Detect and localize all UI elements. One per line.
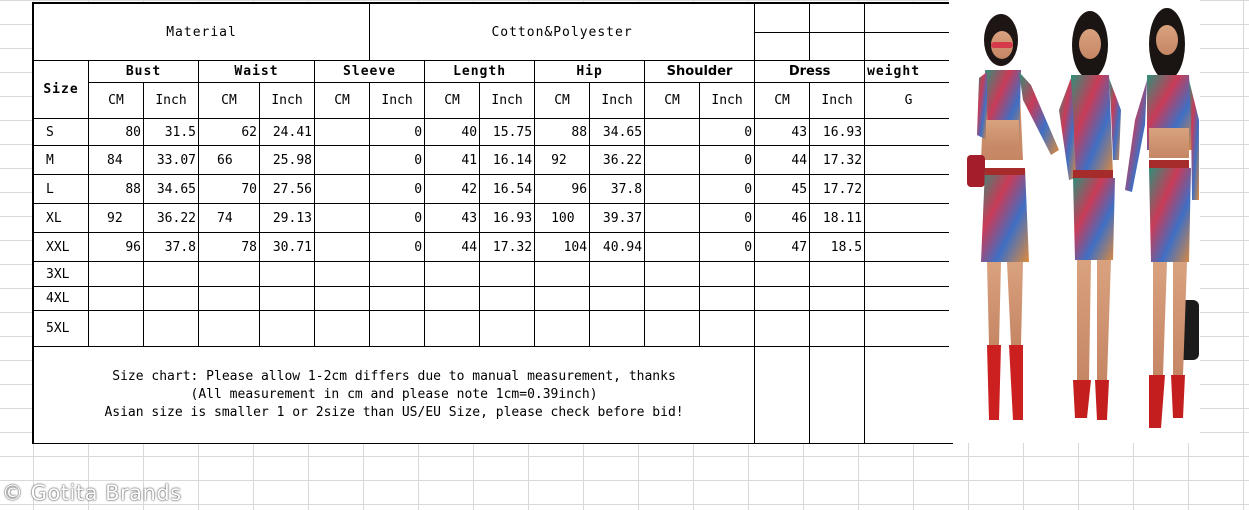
size-label-cell: S	[34, 119, 89, 146]
value-cell: 80	[89, 119, 144, 146]
blank-cell	[865, 33, 953, 61]
value-cell: 36.22	[144, 204, 199, 233]
value-cell: 40.94	[590, 233, 645, 262]
value-cell: 18.11	[810, 204, 865, 233]
blank-cell	[755, 33, 810, 61]
value-cell: 17.72	[810, 175, 865, 204]
value-cell: 92	[535, 146, 590, 175]
value-cell	[315, 287, 370, 311]
col-weight: weight	[865, 61, 953, 83]
value-cell: 24.41	[260, 119, 315, 146]
value-cell	[810, 311, 865, 347]
value-cell	[645, 204, 700, 233]
size-row	[34, 119, 953, 146]
value-cell	[315, 311, 370, 347]
value-cell	[89, 311, 144, 347]
col-shoulder: Shoulder	[645, 61, 755, 83]
value-cell	[865, 119, 953, 146]
col-dress: Dress	[755, 61, 865, 83]
watermark: © Gotita Brands	[2, 481, 182, 505]
model-2	[1059, 11, 1121, 420]
value-cell: 15.75	[480, 119, 535, 146]
size-label-cell: XL	[34, 204, 89, 233]
size-label-cell: XXL	[34, 233, 89, 262]
value-cell	[370, 287, 425, 311]
value-cell: 46	[755, 204, 810, 233]
value-cell: 66	[199, 146, 260, 175]
value-cell	[315, 262, 370, 287]
value-cell: 16.93	[480, 204, 535, 233]
value-cell: 0	[370, 146, 425, 175]
value-cell	[315, 119, 370, 146]
col-hip: Hip	[535, 61, 645, 83]
value-cell: 34.65	[590, 119, 645, 146]
unit-cell: CM	[199, 83, 260, 119]
value-cell	[590, 287, 645, 311]
value-cell: 27.56	[260, 175, 315, 204]
model-1	[967, 14, 1059, 420]
col-waist: Waist	[199, 61, 315, 83]
value-cell: 70	[199, 175, 260, 204]
value-cell: 43	[425, 204, 480, 233]
value-cell: 0	[700, 204, 755, 233]
blank-cell	[865, 347, 953, 444]
value-cell: 62	[199, 119, 260, 146]
value-cell: 36.22	[590, 146, 645, 175]
value-cell: 34.65	[144, 175, 199, 204]
value-cell	[645, 311, 700, 347]
value-cell: 96	[535, 175, 590, 204]
value-cell: 84	[89, 146, 144, 175]
col-sleeve: Sleeve	[315, 61, 425, 83]
size-row	[34, 233, 953, 262]
value-cell	[755, 287, 810, 311]
value-cell	[260, 262, 315, 287]
value-cell: 16.54	[480, 175, 535, 204]
value-cell: 88	[89, 175, 144, 204]
value-cell	[865, 233, 953, 262]
value-cell	[425, 311, 480, 347]
size-rows	[34, 119, 953, 347]
size-row	[34, 262, 953, 287]
unit-cell: Inch	[700, 83, 755, 119]
unit-cell: Inch	[810, 83, 865, 119]
value-cell	[89, 262, 144, 287]
value-cell: 17.32	[810, 146, 865, 175]
value-cell	[425, 262, 480, 287]
value-cell	[89, 287, 144, 311]
value-cell	[199, 287, 260, 311]
value-cell: 0	[370, 175, 425, 204]
value-cell: 96	[89, 233, 144, 262]
material-value: Cotton&Polyester	[370, 4, 755, 61]
value-cell	[865, 262, 953, 287]
value-cell: 40	[425, 119, 480, 146]
size-label-cell: M	[34, 146, 89, 175]
value-cell: 16.93	[810, 119, 865, 146]
unit-cell: Inch	[260, 83, 315, 119]
value-cell: 0	[700, 119, 755, 146]
value-cell: 0	[700, 146, 755, 175]
value-cell: 78	[199, 233, 260, 262]
product-photo	[949, 0, 1200, 443]
value-cell: 44	[425, 233, 480, 262]
value-cell: 0	[700, 175, 755, 204]
value-cell	[590, 311, 645, 347]
value-cell: 25.98	[260, 146, 315, 175]
unit-cell: CM	[89, 83, 144, 119]
value-cell	[315, 233, 370, 262]
value-cell	[144, 311, 199, 347]
size-row	[34, 287, 953, 311]
value-cell	[480, 287, 535, 311]
blank-cell	[810, 4, 865, 33]
value-cell	[370, 311, 425, 347]
note-line-3: Asian size is smaller 1 or 2size than US/EU Size, please check before bid!	[104, 405, 684, 420]
value-cell	[480, 311, 535, 347]
size-label-cell: 5XL	[34, 311, 89, 347]
size-label-cell: 4XL	[34, 287, 89, 311]
value-cell	[865, 311, 953, 347]
value-cell: 42	[425, 175, 480, 204]
value-cell: 0	[700, 233, 755, 262]
size-row	[34, 175, 953, 204]
value-cell: 0	[370, 119, 425, 146]
col-bust: Bust	[89, 61, 199, 83]
value-cell	[535, 262, 590, 287]
value-cell	[645, 233, 700, 262]
value-cell	[645, 146, 700, 175]
value-cell	[199, 311, 260, 347]
value-cell: 47	[755, 233, 810, 262]
model-illustration	[949, 0, 1200, 443]
unit-cell: CM	[315, 83, 370, 119]
value-cell	[260, 311, 315, 347]
value-cell: 33.07	[144, 146, 199, 175]
unit-cell: G	[865, 83, 953, 119]
value-cell	[700, 262, 755, 287]
size-label-cell: 3XL	[34, 262, 89, 287]
value-cell: 0	[370, 204, 425, 233]
value-cell	[755, 311, 810, 347]
value-cell: 31.5	[144, 119, 199, 146]
unit-cell: Inch	[480, 83, 535, 119]
size-notes	[34, 347, 755, 444]
value-cell: 39.37	[590, 204, 645, 233]
value-cell	[865, 204, 953, 233]
value-cell	[645, 175, 700, 204]
value-cell	[865, 146, 953, 175]
value-cell	[315, 204, 370, 233]
unit-cell: CM	[425, 83, 480, 119]
size-label-cell: L	[34, 175, 89, 204]
value-cell: 104	[535, 233, 590, 262]
value-cell: 44	[755, 146, 810, 175]
value-cell	[199, 262, 260, 287]
value-cell	[535, 287, 590, 311]
unit-cell: Inch	[144, 83, 199, 119]
blank-cell	[810, 33, 865, 61]
unit-cell: Inch	[590, 83, 645, 119]
value-cell: 17.32	[480, 233, 535, 262]
blank-cell	[755, 347, 810, 444]
value-cell: 30.71	[260, 233, 315, 262]
blank-cell	[810, 347, 865, 444]
value-cell	[370, 262, 425, 287]
value-cell	[865, 287, 953, 311]
unit-cell: Inch	[370, 83, 425, 119]
value-cell	[810, 262, 865, 287]
value-cell	[645, 287, 700, 311]
value-cell: 16.14	[480, 146, 535, 175]
blank-cell	[865, 4, 953, 33]
value-cell	[535, 311, 590, 347]
value-cell	[810, 287, 865, 311]
value-cell	[590, 262, 645, 287]
value-cell: 45	[755, 175, 810, 204]
value-cell	[315, 175, 370, 204]
size-header: Size	[34, 61, 89, 119]
value-cell	[260, 287, 315, 311]
size-chart-table	[33, 3, 953, 444]
value-cell	[755, 262, 810, 287]
value-cell: 41	[425, 146, 480, 175]
size-row	[34, 204, 953, 233]
col-length: Length	[425, 61, 535, 83]
size-row	[34, 311, 953, 347]
value-cell: 0	[370, 233, 425, 262]
value-cell	[315, 146, 370, 175]
value-cell: 37.8	[144, 233, 199, 262]
note-line-1: Size chart: Please allow 1-2cm differs due to manual measurement, thanks	[112, 369, 676, 384]
value-cell	[700, 311, 755, 347]
value-cell: 43	[755, 119, 810, 146]
value-cell	[645, 262, 700, 287]
value-cell: 92	[89, 204, 144, 233]
unit-cell: CM	[535, 83, 590, 119]
value-cell: 88	[535, 119, 590, 146]
unit-cell: CM	[645, 83, 700, 119]
material-label: Material	[34, 4, 370, 61]
value-cell	[144, 287, 199, 311]
size-chart-sheet	[32, 2, 950, 444]
model-3	[1125, 8, 1199, 428]
value-cell: 37.8	[590, 175, 645, 204]
unit-cell: CM	[755, 83, 810, 119]
value-cell: 74	[199, 204, 260, 233]
value-cell	[700, 287, 755, 311]
value-cell: 29.13	[260, 204, 315, 233]
value-cell	[645, 119, 700, 146]
value-cell	[480, 262, 535, 287]
value-cell	[144, 262, 199, 287]
size-row	[34, 146, 953, 175]
blank-cell	[755, 4, 810, 33]
note-line-2: (All measurement in cm and please note 1cm=0.39inch)	[190, 387, 598, 402]
value-cell: 100	[535, 204, 590, 233]
value-cell	[865, 175, 953, 204]
value-cell: 18.5	[810, 233, 865, 262]
value-cell	[425, 287, 480, 311]
